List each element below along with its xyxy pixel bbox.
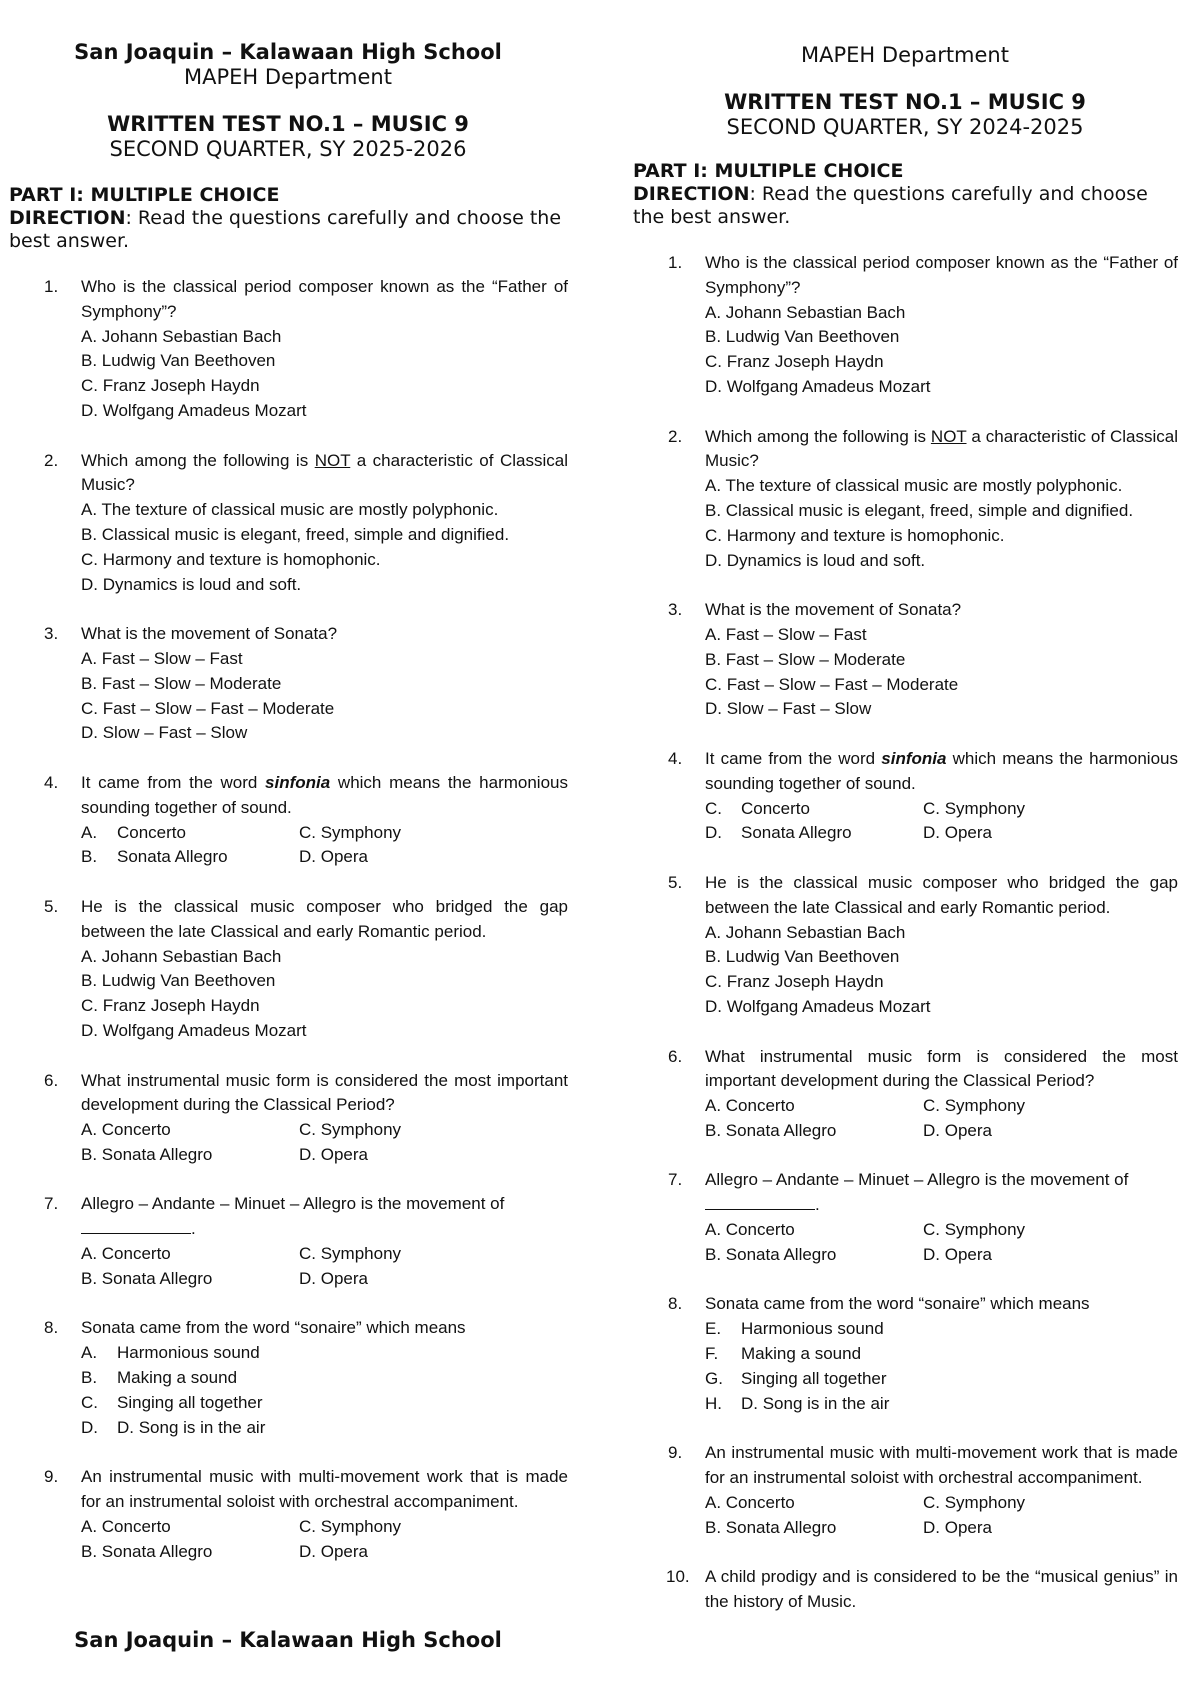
- option-d: D. Wolfgang Amadeus Mozart: [705, 376, 931, 396]
- option-b: Sonata Allegro: [117, 847, 228, 867]
- question-stem: It came from the word sinfonia which means the harmonious sounding together of sound.: [81, 772, 568, 817]
- option-a: A. Concerto: [705, 1492, 795, 1512]
- options: [81, 1341, 568, 1440]
- question-stem: What instrumental music form is considered the most important development during the Classical Period?: [705, 1046, 1178, 1091]
- option-a: A. The texture of classical music are mostly polyphonic.: [705, 476, 1123, 496]
- question-8: [8, 1316, 568, 1440]
- question-2: [632, 425, 1178, 574]
- option-c: C. Fast – Slow – Fast – Moderate: [81, 698, 335, 718]
- option-letter: D.: [705, 823, 722, 843]
- question-stem: Allegro – Andante – Minuet – Allegro is the movement of .: [705, 1170, 1129, 1215]
- question-9: [8, 1465, 568, 1564]
- right-page: [632, 0, 1178, 1640]
- option-d: D. Dynamics is loud and soft.: [81, 574, 302, 594]
- option-a: A. The texture of classical music are mostly polyphonic.: [81, 500, 499, 520]
- option-c: C. Symphony: [923, 1492, 1026, 1512]
- question-4: [632, 747, 1178, 846]
- question-stem: Sonata came from the word “sonaire” which means: [705, 1294, 1090, 1314]
- option-c: C. Symphony: [923, 798, 1026, 818]
- question-number: 9.: [668, 1443, 683, 1463]
- option-letter: A.: [81, 822, 98, 842]
- option-d: D. Dynamics is loud and soft.: [705, 550, 926, 570]
- option-d: D. Opera: [923, 1120, 992, 1140]
- option-b: B. Sonata Allegro: [81, 1268, 213, 1288]
- direction: [9, 207, 568, 253]
- question-stem: What is the movement of Sonata?: [705, 600, 962, 620]
- quarter: SECOND QUARTER, SY 2024-2025: [726, 115, 1084, 139]
- option-b: B. Ludwig Van Beethoven: [705, 947, 900, 967]
- option-a: A. Concerto: [81, 1244, 171, 1264]
- question-1: [632, 251, 1178, 400]
- department: MAPEH Department: [801, 43, 1009, 67]
- direction-text: : Read the questions carefully and choose the best answer.: [9, 207, 562, 252]
- option-letter: F.: [705, 1344, 719, 1364]
- department: MAPEH Department: [184, 65, 392, 89]
- question-10: [632, 1565, 1178, 1615]
- question-number: 6.: [668, 1046, 683, 1066]
- question-number: 4.: [668, 748, 683, 768]
- question-number: 1.: [668, 253, 683, 272]
- option-b: Making a sound: [117, 1368, 238, 1388]
- footer-school-name: San Joaquin – Kalawaan High School: [74, 1628, 502, 1652]
- option-letter: H.: [705, 1393, 722, 1413]
- left-page: [8, 0, 568, 1652]
- option-letter: D.: [81, 1417, 98, 1437]
- option-d: D. Song is in the air: [741, 1393, 890, 1413]
- question-5: [632, 871, 1178, 1020]
- option-d: D. Opera: [299, 847, 368, 867]
- option-a: A. Johann Sebastian Bach: [81, 326, 282, 346]
- part-title: PART I: MULTIPLE CHOICE: [633, 160, 904, 182]
- option-c: C. Franz Joseph Haydn: [81, 996, 260, 1016]
- question-5: [8, 895, 568, 1044]
- question-stem: Which among the following is NOT a characteristic of Classical Music?: [81, 450, 568, 495]
- answer-blank[interactable]: [81, 1219, 191, 1234]
- option-a: A. Johann Sebastian Bach: [81, 946, 282, 966]
- option-b: B. Ludwig Van Beethoven: [81, 351, 276, 371]
- question-8: [632, 1292, 1178, 1416]
- direction-label: DIRECTION: [633, 183, 750, 205]
- options: [705, 797, 1178, 847]
- option-c: C. Symphony: [923, 1096, 1026, 1116]
- option-d: D. Opera: [299, 1268, 368, 1288]
- answer-blank[interactable]: [705, 1195, 815, 1210]
- option-b: B. Sonata Allegro: [705, 1120, 837, 1140]
- question-4: [8, 771, 568, 870]
- question-list: [8, 275, 568, 1564]
- question-7: [8, 1192, 568, 1291]
- option-d: D. Slow – Fast – Slow: [705, 699, 872, 719]
- option-b: B. Classical music is elegant, freed, simple and dignified.: [705, 500, 1134, 520]
- option-b: Sonata Allegro: [741, 823, 852, 843]
- option-d: D. Slow – Fast – Slow: [81, 723, 248, 743]
- question-number: 10.: [666, 1567, 690, 1587]
- option-b: B. Ludwig Van Beethoven: [81, 971, 276, 991]
- question-number: 3.: [44, 624, 59, 644]
- option-c: C. Harmony and texture is homophonic.: [705, 525, 1005, 545]
- question-stem: An instrumental music with multi-movement work that is made for an instrumental soloist with orchestral accompaniment.: [81, 1467, 568, 1512]
- options: [81, 1118, 568, 1168]
- option-d: D. Song is in the air: [117, 1417, 266, 1437]
- question-6: [8, 1069, 568, 1168]
- option-c: Singing all together: [741, 1368, 887, 1388]
- option-b: B. Sonata Allegro: [705, 1244, 837, 1264]
- question-9: [632, 1441, 1178, 1540]
- option-c: C. Franz Joseph Haydn: [81, 376, 260, 396]
- question-stem: It came from the word sinfonia which means the harmonious sounding together of sound.: [705, 748, 1178, 793]
- direction-label: DIRECTION: [9, 207, 126, 229]
- option-letter: G.: [705, 1368, 723, 1388]
- option-letter: C.: [81, 1392, 98, 1412]
- question-number: 5.: [668, 872, 683, 892]
- question-3: [632, 598, 1178, 722]
- option-b: B. Classical music is elegant, freed, simple and dignified.: [81, 524, 510, 544]
- option-c: C. Franz Joseph Haydn: [705, 972, 884, 992]
- option-d: D. Opera: [299, 1541, 368, 1561]
- question-7: [632, 1168, 1178, 1267]
- question-list: [632, 251, 1178, 1615]
- option-c: C. Symphony: [299, 822, 402, 842]
- question-number: 8.: [44, 1318, 59, 1338]
- option-a: A. Concerto: [705, 1096, 795, 1116]
- question-stem: He is the classical music composer who bridged the gap between the late Classical and early Romantic period.: [81, 896, 568, 941]
- option-c: C. Symphony: [299, 1120, 402, 1140]
- question-stem: He is the classical music composer who bridged the gap between the late Classical and early Romantic period.: [705, 872, 1178, 917]
- question-stem: Allegro – Andante – Minuet – Allegro is the movement of .: [81, 1194, 505, 1239]
- question-3: [8, 622, 568, 746]
- question-number: 1.: [44, 277, 59, 296]
- question-number: 2.: [668, 426, 683, 446]
- option-d: D. Wolfgang Amadeus Mozart: [81, 1020, 307, 1040]
- options: [705, 1317, 1178, 1416]
- option-c: C. Symphony: [923, 1220, 1026, 1240]
- options: [81, 821, 568, 871]
- option-d: D. Opera: [923, 1244, 992, 1264]
- option-letter: C.: [705, 798, 722, 818]
- option-d: D. Wolfgang Amadeus Mozart: [705, 996, 931, 1016]
- option-letter: B.: [81, 847, 98, 867]
- option-a: Harmonious sound: [117, 1343, 260, 1363]
- option-c: Singing all together: [117, 1392, 263, 1412]
- option-a: Concerto: [741, 798, 810, 818]
- part-title: PART I: MULTIPLE CHOICE: [9, 184, 280, 206]
- question-number: 7.: [668, 1170, 683, 1190]
- question-stem: Which among the following is NOT a characteristic of Classical Music?: [705, 426, 1179, 471]
- quarter: SECOND QUARTER, SY 2025-2026: [109, 137, 467, 161]
- option-b: B. Sonata Allegro: [81, 1541, 213, 1561]
- option-a: Harmonious sound: [741, 1319, 884, 1339]
- option-d: D. Wolfgang Amadeus Mozart: [81, 400, 307, 420]
- question-stem: Who is the classical period composer known as the “Father of Symphony”?: [705, 253, 1178, 297]
- option-a: Concerto: [117, 822, 186, 842]
- option-d: D. Opera: [923, 823, 992, 843]
- question-number: 7.: [44, 1194, 59, 1214]
- option-a: A. Concerto: [81, 1516, 171, 1536]
- question-number: 3.: [668, 600, 683, 620]
- option-a: A. Concerto: [705, 1220, 795, 1240]
- question-6: [632, 1045, 1178, 1144]
- question-stem: Who is the classical period composer known as the “Father of Symphony”?: [81, 277, 568, 321]
- question-1: [8, 275, 568, 424]
- option-b: B. Ludwig Van Beethoven: [705, 327, 900, 347]
- question-stem: A child prodigy and is considered to be the “musical genius” in the history of Music.: [705, 1567, 1178, 1612]
- question-number: 5.: [44, 896, 59, 916]
- question-number: 2.: [44, 450, 59, 470]
- question-number: 4.: [44, 772, 59, 792]
- option-b: B. Fast – Slow – Moderate: [81, 673, 282, 693]
- direction-text: : Read the questions carefully and choose the best answer.: [633, 183, 1148, 228]
- test-title: WRITTEN TEST NO.1 – MUSIC 9: [724, 90, 1086, 114]
- option-c: C. Symphony: [299, 1244, 402, 1264]
- option-a: A. Fast – Slow – Fast: [81, 648, 243, 668]
- direction: [633, 183, 1178, 229]
- question-stem: What instrumental music form is considered the most important development during the Classical Period?: [81, 1070, 568, 1115]
- option-c: C. Harmony and texture is homophonic.: [81, 549, 381, 569]
- option-c: C. Franz Joseph Haydn: [705, 352, 884, 372]
- question-2: [8, 449, 568, 598]
- question-number: 9.: [44, 1467, 59, 1487]
- option-b: B. Sonata Allegro: [81, 1144, 213, 1164]
- question-stem: What is the movement of Sonata?: [81, 624, 338, 644]
- options: [705, 1218, 1178, 1268]
- question-stem: An instrumental music with multi-movement work that is made for an instrumental soloist with orchestral accompaniment.: [705, 1443, 1178, 1488]
- option-a: A. Johann Sebastian Bach: [705, 302, 906, 322]
- option-d: D. Opera: [923, 1517, 992, 1537]
- option-a: A. Concerto: [81, 1120, 171, 1140]
- school-name: San Joaquin – Kalawaan High School: [74, 40, 502, 64]
- option-letter: A.: [81, 1343, 98, 1363]
- question-number: 6.: [44, 1070, 59, 1090]
- option-a: A. Johann Sebastian Bach: [705, 922, 906, 942]
- option-letter: B.: [81, 1368, 98, 1388]
- question-number: 8.: [668, 1294, 683, 1314]
- option-a: A. Fast – Slow – Fast: [705, 624, 867, 644]
- option-b: B. Fast – Slow – Moderate: [705, 649, 906, 669]
- test-title: WRITTEN TEST NO.1 – MUSIC 9: [107, 112, 469, 136]
- option-letter: E.: [705, 1319, 722, 1339]
- option-d: D. Opera: [299, 1144, 368, 1164]
- options: [705, 1094, 1178, 1144]
- option-b: Making a sound: [741, 1344, 862, 1364]
- options: [81, 1515, 568, 1565]
- options: [705, 1491, 1178, 1541]
- option-c: C. Symphony: [299, 1516, 402, 1536]
- option-c: C. Fast – Slow – Fast – Moderate: [705, 674, 959, 694]
- question-stem: Sonata came from the word “sonaire” which means: [81, 1318, 466, 1338]
- option-b: B. Sonata Allegro: [705, 1517, 837, 1537]
- options: [81, 1242, 568, 1292]
